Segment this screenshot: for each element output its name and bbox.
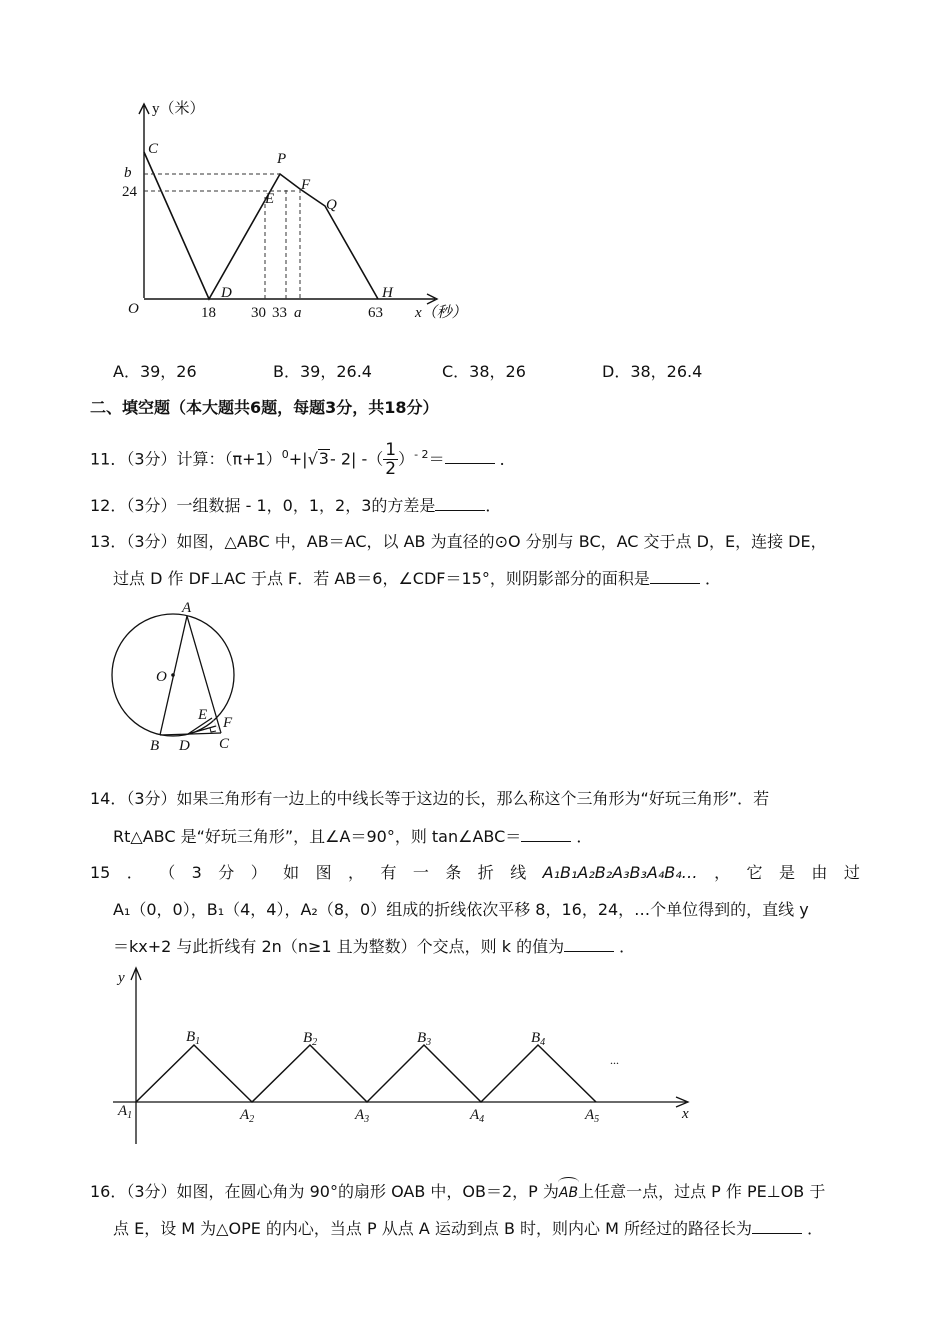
q15-w17: 是 xyxy=(778,863,795,882)
ellipsis: ... xyxy=(610,1053,619,1067)
question-15-line2: A₁（0，0），B₁（4，4），A₂（8，0）组成的折线依次平移 8，16，24，…个单位得到的，直线 y xyxy=(113,900,809,919)
question-13-line1: 13．（3分）如图，△ABC 中，AB＝AC，以 AB 为直径的⊙O 分别与 BC，AC 交于点 D，E，连接 DE， xyxy=(90,532,827,551)
x-axis-label: x（秒） xyxy=(415,305,467,321)
q15-w10: 一 xyxy=(412,863,429,882)
xtick-18: 18 xyxy=(201,305,216,321)
xtick-a: a xyxy=(294,305,302,321)
q14-line2-text: Rt△ABC 是“好玩三角形”，且∠A＝90°，则 tan∠ABC＝ xyxy=(113,827,522,846)
q15-w0: 15 xyxy=(90,863,111,882)
label-B2: $B_2$ xyxy=(303,1030,318,1048)
q11-end: ． xyxy=(499,449,516,469)
q11-equals: ＝ xyxy=(428,449,445,469)
q11-radicand: 3 xyxy=(318,449,329,469)
label-B1: $B_1$ xyxy=(186,1029,201,1047)
label-A: A xyxy=(182,600,192,616)
x-axis-label: x xyxy=(682,1106,689,1122)
zigzag-line xyxy=(136,1045,596,1102)
ytick-24: 24 xyxy=(122,184,137,200)
q15-w4: 分 xyxy=(218,863,235,882)
y-axis-label: y（米） xyxy=(152,101,205,117)
xtick-33: 33 xyxy=(272,305,287,321)
q13-end: ． xyxy=(704,569,721,588)
zigzag-polyline-graph xyxy=(108,962,708,1148)
question-16-line1 xyxy=(90,1182,825,1203)
q16-line1-post: 上任意一点，过点 P 作 PE⊥OB 于 xyxy=(578,1182,826,1201)
label-B4: $B_4$ xyxy=(531,1030,546,1048)
question-13-line2 xyxy=(113,569,721,589)
q12-text: 12．（3分）一组数据 - 1，0，1，2，3的方差是 xyxy=(90,496,436,515)
q15-w14: A₁B₁A₂B₂A₃B₃A₄B₄… xyxy=(542,863,698,882)
label-A3: $A_3$ xyxy=(355,1107,370,1125)
q11-fraction xyxy=(383,441,398,478)
q16-line2-text: 点 E，设 M 为△OPE 的内心，当点 P 从点 A 运动到点 B 时，则内心 M 所经过的路径长为 xyxy=(113,1219,752,1238)
ytick-b: b xyxy=(124,165,132,181)
q11-close: ） xyxy=(398,449,415,469)
q15-w18: 由 xyxy=(811,863,828,882)
q11-frac-den: 2 xyxy=(385,459,397,480)
answer-blank xyxy=(521,827,571,842)
point-Q: Q xyxy=(326,197,337,213)
point-C: C xyxy=(148,141,159,157)
xtick-63: 63 xyxy=(368,305,383,321)
xtick-30: 30 xyxy=(251,305,266,321)
sqrt-symbol: √ xyxy=(307,449,318,469)
question-14-line2 xyxy=(113,827,592,847)
answer-blank xyxy=(752,1219,802,1234)
q15-w9: 有 xyxy=(380,863,397,882)
right-angle-mark xyxy=(210,728,216,732)
label-B3: $B_3$ xyxy=(417,1030,432,1048)
q14-end: ． xyxy=(576,827,593,846)
question-16-line2 xyxy=(113,1219,823,1239)
question-12 xyxy=(90,496,501,516)
point-F: F xyxy=(301,177,311,193)
q15-w8: ， xyxy=(348,863,365,882)
q13-line2-text: 过点 D 作 DF⊥AC 于点 F．若 AB＝6，∠CDF＝15°，则阴影部分的面积是 xyxy=(113,569,650,588)
q11-exp-neg2: - 2 xyxy=(414,448,429,461)
label-O: O xyxy=(156,669,167,685)
circle-triangle-diagram xyxy=(108,598,248,756)
q15-w3: 3 xyxy=(191,863,202,882)
q15-w7: 图 xyxy=(315,863,332,882)
label-A2: $A_2$ xyxy=(240,1107,255,1125)
question-11 xyxy=(90,440,516,478)
label-A4: $A_4$ xyxy=(470,1107,485,1125)
q15-w12: 折 xyxy=(477,863,494,882)
q12-end: ． xyxy=(485,496,502,515)
point-H: H xyxy=(382,285,393,301)
q15-line3-text: ＝kx+2 与此折线有 2n（n≥1 且为整数）个交点，则 k 的值为 xyxy=(113,937,565,956)
q15-w15: ， xyxy=(714,863,731,882)
q16-line1-pre: 16．（3分）如图，在圆心角为 90°的扇形 OAB 中，OB＝2，P 为 xyxy=(90,1182,559,1201)
label-B: B xyxy=(150,738,160,754)
arc-ab: AB xyxy=(558,1185,579,1201)
q15-w1: ． xyxy=(126,863,143,882)
q15-w16: 它 xyxy=(746,863,763,882)
answer-blank xyxy=(650,569,700,584)
label-E: E xyxy=(198,707,208,723)
point-P: P xyxy=(277,151,287,167)
option-a: A．39，26 xyxy=(113,362,197,381)
option-c: C．38，26 xyxy=(442,362,526,381)
option-b: B．39，26.4 xyxy=(273,362,372,381)
distance-time-graph xyxy=(110,92,470,332)
section-title: 二、填空题（本大题共6题，每题3分，共18分） xyxy=(90,398,439,417)
label-C: C xyxy=(219,736,230,752)
q15-w5: ） xyxy=(250,863,267,882)
label-D: D xyxy=(179,738,190,754)
q11-abs-open: +| xyxy=(288,449,308,469)
q16-end: ． xyxy=(807,1219,824,1238)
answer-blank xyxy=(445,449,495,464)
point-D: D xyxy=(221,285,232,301)
q15-w13: 线 xyxy=(510,863,527,882)
q11-exp0: 0 xyxy=(281,448,289,461)
q11-prefix: 11．（3分）计算：（π+1） xyxy=(90,449,282,469)
label-A1: $A_1$ xyxy=(118,1103,133,1121)
question-14-line1: 14．（3分）如果三角形有一边上的中线长等于这边的长，那么称这个三角形为“好玩三角形”．若 xyxy=(90,789,770,808)
q11-abs-rest: - 2| -（ xyxy=(329,449,384,469)
answer-blank xyxy=(564,937,614,952)
origin-label: O xyxy=(128,301,139,317)
label-A5: $A_5$ xyxy=(585,1107,600,1125)
question-15-line1 xyxy=(90,863,860,883)
label-F: F xyxy=(223,715,233,731)
q15-end: ． xyxy=(619,937,636,956)
point-E: E xyxy=(265,191,275,207)
q15-w2: （ xyxy=(159,863,176,882)
answer-blank xyxy=(435,496,485,511)
q15-w6: 如 xyxy=(283,863,300,882)
y-axis-label: y xyxy=(118,970,125,986)
question-15-line3 xyxy=(113,937,635,957)
q15-w19: 过 xyxy=(843,863,860,882)
option-d: D．38，26.4 xyxy=(602,362,703,381)
q15-w11: 条 xyxy=(445,863,462,882)
q11-frac-num: 1 xyxy=(385,440,397,461)
center-dot xyxy=(171,673,175,677)
